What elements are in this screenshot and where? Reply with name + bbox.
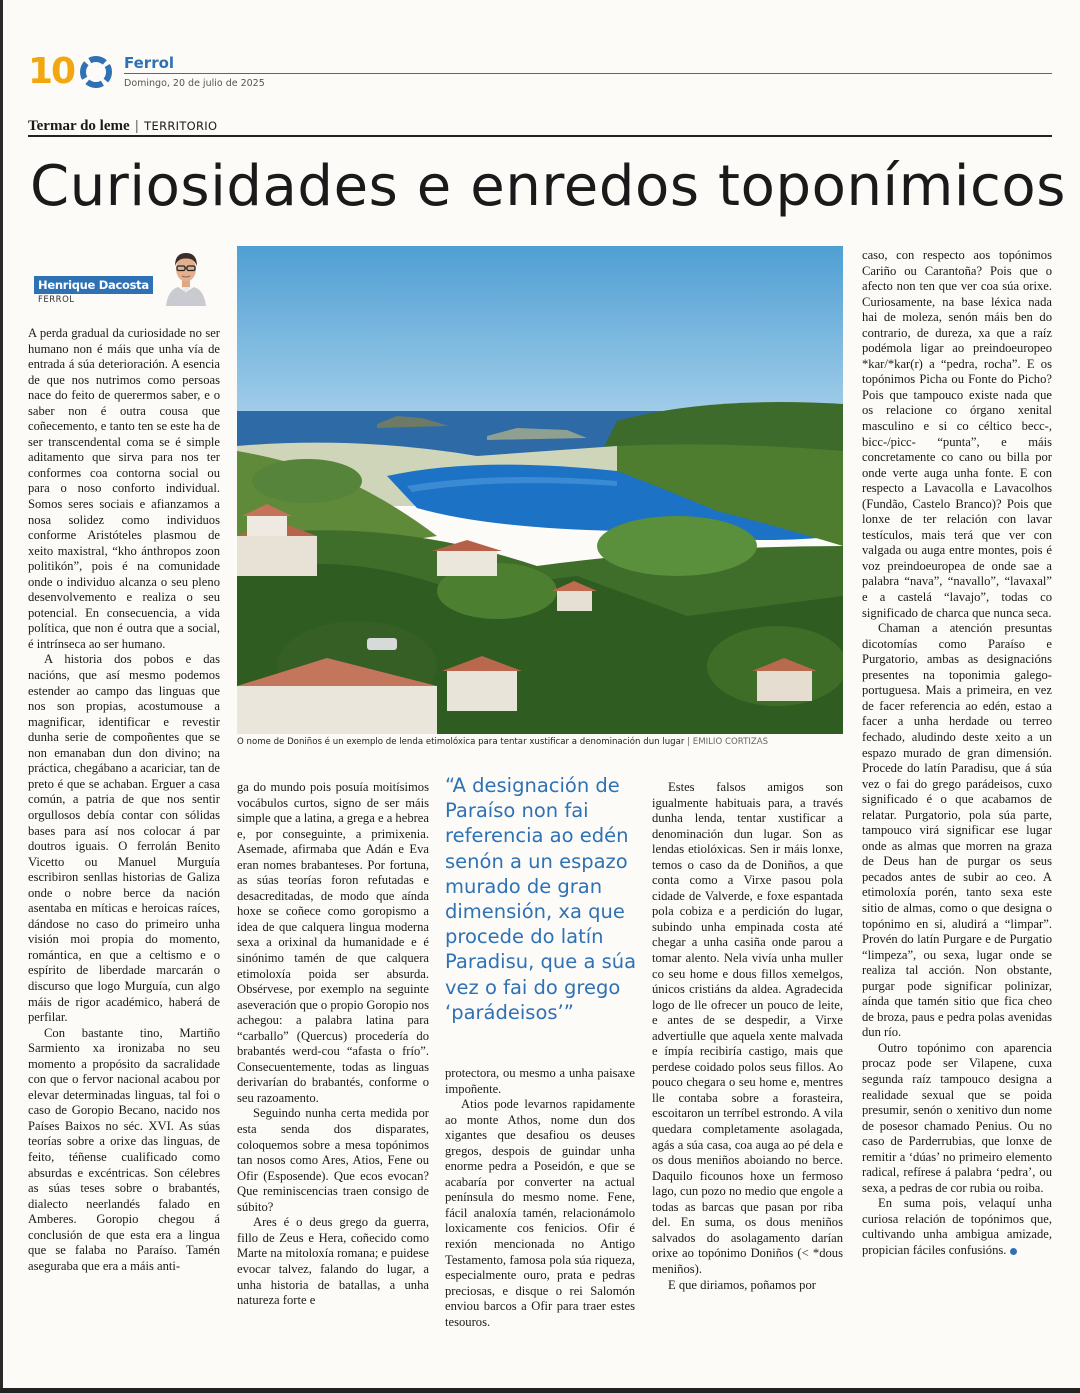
paragraph: Estes falsos amigos son igualmente habituais para, a través dunha lenda, tentar xustificar a denominación dun lugar. Son as lendas etiolóxicas. Sen ir máis lonxe, temos o caso da de Doniños, a que conta como a Virxe pasou pola cidade de Valverde, e foxe espantada pola cobiza e a perdición do lugar, subindo unha empinada costa até chegar a unha casiña onde parou a tomar alento. Nela vivía unha muller co seu home e dous fillos xemelgos, únicos cristiáns da aldea. Agradecida logo de lle ofrecer un pouco de leite, e antes de se despedir, a Virxe advertiulle que aquela xente malvada e ímpía recibiría castigo, mais que perdese coidado polos seus fillos. Ao pouco chegara o seu home e, mentres lle contaba sobre a forasteira, escoitaron un terríbel estrondo. A vila quedara completamente asolagada, agás a súa casa, coa auga ao pé dela e os dous meniños aboiando no berce. Daquilo ficounos hoxe un fermoso lago, cun pozo no medio que engole a todas as barcas que pasan por riba del. En suma, os dous meniños salvados do asolagamento darían orixe ao topónimo Doniños (< *dous meniños).	[652, 780, 843, 1276]
issue-date: Domingo, 20 de julio de 2025	[124, 78, 265, 89]
paragraph: protectora, ou mesmo a unha paisaxe impoñente.	[445, 1066, 635, 1096]
paragraph	[862, 1196, 1052, 1258]
page-left-border	[0, 0, 3, 1393]
page-bottom-border	[0, 1388, 1080, 1393]
caption-text: O nome de Doniños é un exemplo de lenda etimolóxica para tentar xustificar a denominación dun lugar	[237, 737, 685, 747]
paragraph: Seguindo nunha certa medida por esta senda dos disparates, coloquemos sobre a mesa topónimos tan nosos como Ares, Atios, Fene ou Ofir (Esposende). Que ecos evocan? Que reminiscencias traen consigo de súbito?	[237, 1106, 429, 1214]
author-portrait	[164, 246, 208, 306]
paragraph: Atios pode levarnos rapidamente ao monte Athos, nome dun dos xigantes que desafiou os deuses gregos, despois de guindar unha enorme pedra a Poseidón, e que se acabaría por converter na actual península do mesmo nome. Fene, fácil analoxía tamén, relacionámolo loxicamente cos fenicios. Ofir é rexión mencionada no Antigo Testamento, famosa pola súa riqueza, especialmente ouro, prata e pedras preciosas, e disque o rei Salomón enviou barcos a Ofir para traer estes tesouros.	[445, 1097, 635, 1329]
pull-quote: “A designación de Paraíso non fai referencia ao edén senón a un espazo murado de gran dimensión, xa que procede do latín Paradisu, que a súa vez o fai do grego ‘parádeisos’”	[445, 774, 637, 1024]
author-name: Henrique Dacosta	[34, 276, 153, 294]
paragraph: Outro topónimo con aparencia procaz pode ser Vilapene, cuxa segunda raíz tampouco designa a realidade sexual que se poida presumir, senón o xenitivo dun nome de posesor chamado Penius. Ou no caso de Parderrubias, que lonxe de remitir a ‘dúas’ no primeiro elemento radical, refírese á palabra ‘pedra’, ou sexa, a pedras de cor rubia ou roiba.	[862, 1040, 1052, 1195]
closing-text: En suma pois, velaquí unha curiosa relación de topónimos que, cultivando unha ambigua amizade, propician fáciles confusións.	[862, 1196, 1052, 1257]
body-column-2	[237, 780, 429, 1309]
article-photo-doninos-lake	[237, 246, 843, 734]
body-column-5	[862, 248, 1052, 1259]
end-mark-icon	[1010, 1248, 1017, 1255]
photo-credit: | EMILIO CORTIZAS	[687, 737, 769, 747]
paragraph: ga do mundo pois posuía moitísimos vocábulos curtos, signo de ser máis simple que a latina, a grega e a hebrea e, por conseguinte, a primixenia. Asemade, afirmaba que Adán e Eva eran nomes brabanteses. Por fortuna, as súas teorías foron refutadas e desacreditadas, de modo que aínda hoxe se coñece como goropismo a idea de que calquera lingua moderna sexa a orixinal da humanidade e é sinónimo tamén de que calquera etimoloxía poida ser absurda. Obsérvese, por exemplo na seguinte aseveración que o propio Goropio nos achegou: a palabra latina para “carballo” (Quercus) procedería do brabantés werd-cou “afasta o frío”. Consecuentemente, todas as linguas derivarían do brabantés, conforme o seu razoamento.	[237, 780, 430, 1105]
photo-caption	[237, 737, 843, 747]
paragraph: Chaman a atención presuntas dicotomías como Paraíso e Purgatorio, ambas as designacións presentes na toponimia galego-portuguesa. Mais a primeira, en vez de facer referencia ao edén, estao a facer a unha herdade ou terreo fechado, aludindo deste xeito a un espazo murado de gran dimensión. Procede do latín Paradisu, que á súa vez o fai do grego parádeisos, cuxo significado é o que acabamos de relatar. Purgatorio, pola súa parte, tampouco virá significar ese lugar onde as almas que morren na graza de Deus han de purgar os seus pecados antes de subir ao ceo. A etimoloxía porén, tanto sexa este sitio de almas, como o que designa o topónimo en si, aludirá a “limpar”. Provén do latín Purgare e de Purgatio “limpeza”, ou sexa, lugar onde se realiza tal acción. Non obstante, purgar pode significar polinizar, aínda que tamén sitio que fica cheo de broza, paus e pedra polas avenidas dun río.	[862, 621, 1052, 1040]
section-name: Ferrol	[124, 54, 175, 72]
paragraph: E que diriamos, poñamos por	[668, 1277, 816, 1292]
article-title: Curiosidades e enredos toponímicos	[30, 154, 1067, 219]
kicker-rule	[28, 135, 1052, 137]
paragraph: Con bastante tino, Martiño Sarmiento xa ironizaba no seu momento a propósito da sacralidade con que o fervor nacional acabou por elevar determinadas linguas, tal foi o caso de Goropio Becano, nacido nos Países Baixos no séc. XVI. As súas teorías sobre a orixe das linguas, de feito, téñense cualificado como absurdas e excéntricas. Son célebres as súas teses sobre o brabantés, dialecto neerlandés falado en Amberes. Goropio chegou á conclusión de que esta era a lingua que se falaba no Paraíso. Tamén aseguraba que era a máis anti-	[28, 1025, 220, 1273]
body-column-4	[652, 780, 843, 1293]
paragraph: A perda gradual da curiosidade no ser humano non é máis que unha vía de entrada á súa deterioración. A esencia de que nos nutrimos como persoas nace do feito de querermos saber, e o saber non é outra cousa que coñecemento, e tanto ten se este ha de ser transcendental coma se é simple aditamento que sirva para nos ter conformes coa contorna social ou para o noso conforto individual. Somos seres sociais e afianzamos a nosa solidez como individuos conforme Aristóteles plasmou de xeito maxistral, “kho ánthropos zoon politikón”, pois é na comunidade onde o individuo alcanza o seu pleno desenvolvemento e realiza o seu potencial. En consecuencia, a vida política, que non é outra que a social, é intrínseca ao ser humano.	[28, 326, 220, 651]
paragraph: caso, con respecto aos topónimos Cariño ou Carantoña? Pois que o afecto non ten que ver coa súa orixe. Curiosamente, na base léxica nada hai de moleza, senón máis ben do contrario, de dureza, xa que a raíz podémola ligar ao preindoeuropeo *kar/*kar(r) a “pedra, rocha”. E os topónimos Picha ou Fonte do Picho? Pois que tampouco existe nada que os relacione co órgano xenital masculino e si co céltico becc-, bicc-/picc- “punta”, e máis concretamente co cano ou billa por onde verte auga unha fonte. E con respecto a Lavacolla e Lavacolhos (Fundão, Castelo Branco)? Pois que lonxe de ter relación con lavar testículos, mais terá que ver con valgada ou auga entre montes, pois é voz preindoeuropea de onde sae a palabra “nava”, “navallo”, “lavaxal” e a castelá “lavajo”, todas co significado de charca que nunca seca.	[862, 248, 1052, 620]
author-byline	[28, 276, 160, 308]
paragraph: A historia dos pobos e das nacións, que así mesmo podemos estender ao campo das linguas que nos son propias, acostumouse a magnificar, identificar e revestir dunha serie de compoñentes que se non emanaban dun don divino; na práctica, chegábano a acariciar, tan de preto é que se achaban. Erguer a casa común, a patria de que nos sentir orgullosos debía contar con sólidas bases para así nos colocar á par doutros iguais. O ferrolán Benito Vicetto ou Manuel Murguía escribiron senllas historias de Galiza onde o nobre berce da nación asentaba en míticas e heroicas raíces, dándose no caso do primeiro unha visión moi propia do momento, romántica, en que a celtismo e o espírito de liberdade marcarán o discurso que logo Murguía, cun algo máis de rigor académico, haberá de perfilar.	[28, 652, 220, 1025]
header-rule	[124, 73, 1052, 74]
paragraph: Ares é o deus grego da guerra, fillo de Zeus e Hera, coñecido como Marte na mitoloxía romana; e puidese evocar talvez, falando do lugar, a unha historia de batallas, a unha natureza forte e	[237, 1215, 429, 1308]
author-location: FERROL	[38, 295, 75, 305]
kicker-separator: |	[135, 118, 139, 134]
column-name: Termar do leme	[28, 118, 130, 134]
body-column-1	[28, 326, 220, 1274]
body-column-3	[445, 1066, 635, 1330]
newspaper-logo-icon	[78, 54, 114, 90]
subsection: TERRITORIO	[144, 119, 218, 133]
page-number: 10	[28, 51, 75, 92]
kicker	[28, 118, 217, 135]
